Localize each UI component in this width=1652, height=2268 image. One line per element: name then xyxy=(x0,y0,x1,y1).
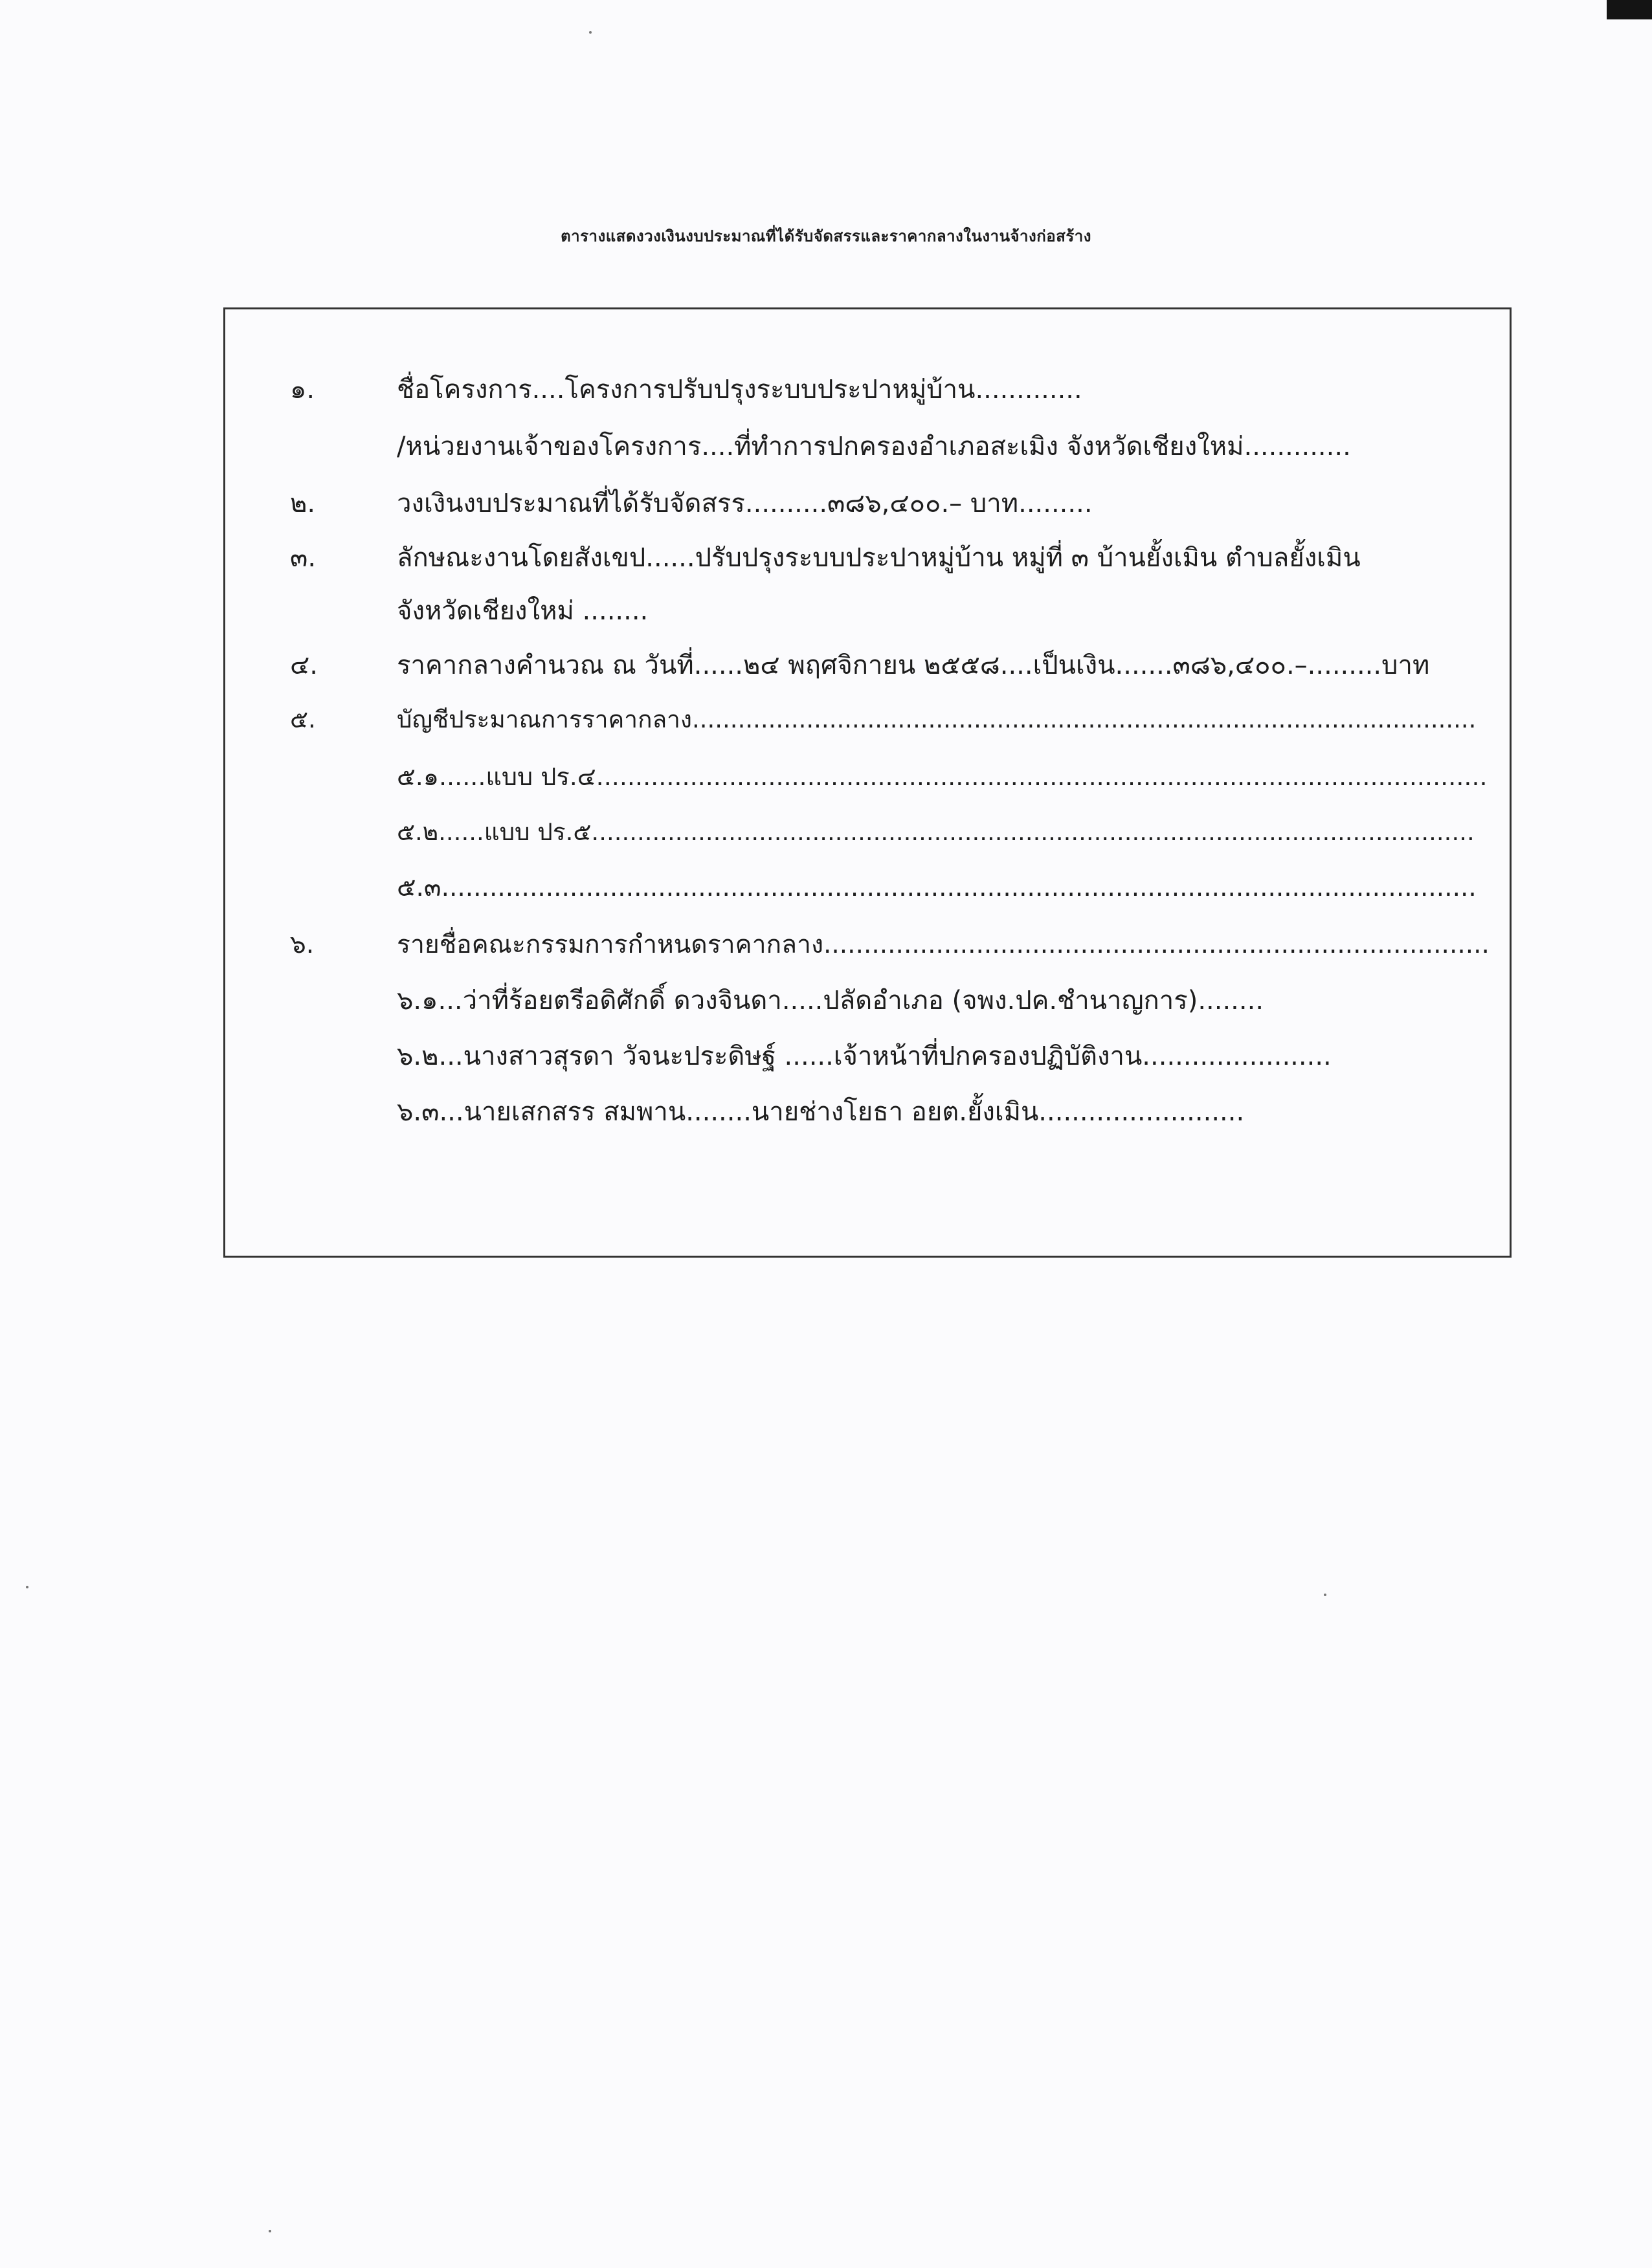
item-number: ๔. xyxy=(290,650,318,680)
item-number: ๕. xyxy=(290,706,316,733)
item-text: บัญชีประมาณการราคากลาง....................................................................................................... xyxy=(397,706,1477,733)
item-text: ราคากลางคำนวณ ณ วันที่......๒๔ พฤศจิกายน ๒๕๕๘....เป็นเงิน.......๓๘๖,๔๐๐.–.........บาท xyxy=(397,650,1430,680)
item-number: ๑. xyxy=(290,375,315,405)
item-text: ลักษณะงานโดยสังเขป......ปรับปรุงระบบประปาหมู่บ้าน หมู่ที่ ๓ บ้านยั้งเมิน ตำบลยั้งเมิน xyxy=(397,543,1361,573)
scan-speck xyxy=(26,1586,28,1588)
item-text: ชื่อโครงการ....โครงการปรับปรุงระบบประปาหมู่บ้าน............. xyxy=(397,375,1082,405)
item-text: ๕.๒......แบบ ปร.๕.................................................................................................................... xyxy=(397,818,1475,846)
item-number: ๓. xyxy=(290,543,317,573)
item-text: ๕.๑......แบบ ปร.๔.................................................................................................................. xyxy=(397,762,1488,791)
committee-member: ๖.๒...นางสาวสุรดา วัจนะประดิษฐ์ ......เจ้าหน้าที่ปกครองปฏิบัติงาน....................... xyxy=(397,1041,1332,1071)
scan-speck xyxy=(589,31,592,34)
item-text: รายชื่อคณะกรรมการกำหนดราคากลาง................................................................................... xyxy=(397,930,1490,959)
form-box xyxy=(223,307,1512,1258)
scan-edge xyxy=(1607,0,1652,19)
item-text: /หน่วยงานเจ้าของโครงการ....ที่ทำการปกครองอำเภอสะเมิง จังหวัดเชียงใหม่............. xyxy=(397,432,1351,461)
item-text: ๕.๓................................................................................................................................. xyxy=(397,873,1477,902)
item-number: ๒. xyxy=(290,489,316,518)
page-title: ตารางแสดงวงเงินงบประมาณที่ได้รับจัดสรรและราคากลางในงานจ้างก่อสร้าง xyxy=(561,227,1091,245)
scan-speck xyxy=(269,2230,271,2232)
scan-speck xyxy=(1324,1594,1326,1596)
item-text: วงเงินงบประมาณที่ได้รับจัดสรร..........๓๘๖,๔๐๐.– บาท......... xyxy=(397,489,1093,518)
committee-member: ๖.๓...นายเสกสรร สมพาน........นายช่างโยธา อยต.ยั้งเมิน......................... xyxy=(397,1097,1245,1127)
committee-member: ๖.๑...ว่าที่ร้อยตรีอดิศักดิ์ ดวงจินดา.....ปลัดอำเภอ (จพง.ปค.ชำนาญการ)........ xyxy=(397,986,1264,1016)
item-number: ๖. xyxy=(290,930,315,959)
item-text: จังหวัดเชียงใหม่ ........ xyxy=(397,596,649,626)
